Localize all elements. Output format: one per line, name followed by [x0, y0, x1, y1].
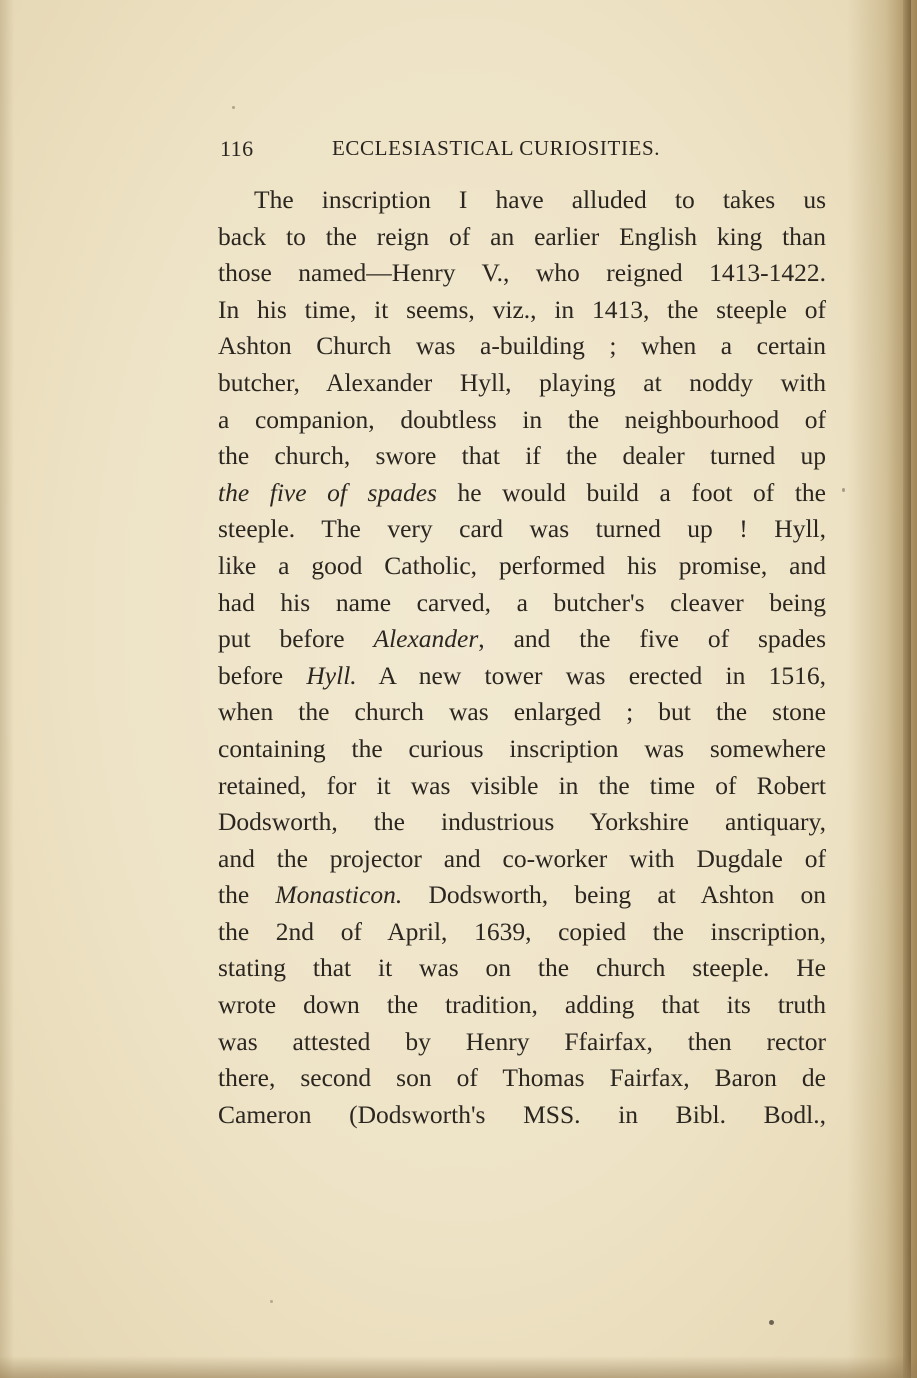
text-line — [218, 804, 826, 841]
text-segment: Cameron (Dodsworth's MSS. in Bibl. Bodl., — [218, 1099, 826, 1129]
page-left-edge-shading — [0, 0, 14, 1378]
page-right-edge — [903, 0, 911, 1378]
text-line — [218, 1097, 826, 1134]
paper-speck — [769, 1320, 774, 1325]
running-head: ECCLESIASTICAL CURIOSITIES. — [332, 136, 661, 160]
text-line — [218, 292, 826, 329]
text-segment: , and the five of spades — [478, 624, 826, 654]
text-line — [218, 548, 826, 585]
page-bottom-edge — [0, 1356, 917, 1378]
text-line — [218, 328, 826, 365]
text-line — [218, 768, 826, 805]
text-segment: retained, for it was visible in the time of Robert — [218, 770, 826, 800]
text-segment: steeple. The very card was turned up ! Hyll, — [218, 514, 826, 544]
italic-text: Hyll. — [306, 660, 357, 690]
text-line — [218, 585, 826, 622]
text-line — [218, 365, 826, 402]
text-segment: before — [218, 660, 307, 690]
text-line — [218, 1060, 826, 1097]
text-line — [218, 731, 826, 768]
text-line — [218, 438, 826, 475]
text-segment: A new tower was erected in 1516, — [356, 660, 826, 690]
text-segment: butcher, Alexander Hyll, playing at noddy with — [218, 367, 826, 397]
text-line — [218, 621, 826, 658]
text-segment: the 2nd of April, 1639, copied the inscription, — [218, 916, 826, 946]
text-segment: when the church was enlarged ; but the stone — [218, 697, 826, 727]
text-segment: a companion, doubtless in the neighbourhood of — [218, 404, 826, 434]
text-line — [218, 402, 826, 439]
text-segment: back to the reign of an earlier English king than — [218, 221, 826, 251]
page-header — [220, 136, 830, 166]
text-line — [218, 219, 826, 256]
text-segment: wrote down the tradition, adding that its truth — [218, 990, 826, 1020]
text-line — [218, 1024, 826, 1061]
text-segment: those named—Henry V., who reigned 1413-1422. — [218, 258, 826, 288]
paper-speck — [232, 106, 235, 109]
italic-text: the five of spades — [218, 477, 437, 507]
text-segment: containing the curious inscription was somewhere — [218, 733, 826, 763]
text-line — [218, 841, 826, 878]
text-segment: Ashton Church was a-building ; when a certain — [218, 331, 826, 361]
text-line — [218, 694, 826, 731]
text-line — [218, 950, 826, 987]
body-text — [218, 182, 826, 1133]
text-segment: put before — [218, 624, 374, 654]
text-line — [218, 877, 826, 914]
text-segment: was attested by Henry Ffairfax, then rector — [218, 1026, 826, 1056]
text-line — [218, 255, 826, 292]
text-segment: he would build a foot of the — [436, 477, 826, 507]
text-segment: the church, swore that if the dealer turned up — [218, 441, 826, 471]
text-line — [218, 987, 826, 1024]
paper-speck — [842, 488, 845, 492]
text-segment: and the projector and co-worker with Dugdale of — [218, 843, 826, 873]
text-line — [218, 511, 826, 548]
italic-text: Alexander — [373, 624, 479, 654]
paper-speck — [270, 1300, 273, 1303]
text-segment: Dodsworth, being at Ashton on — [402, 880, 827, 910]
text-segment: Dodsworth, the industrious Yorkshire antiquary, — [218, 807, 826, 837]
text-line — [218, 475, 826, 512]
text-line — [218, 914, 826, 951]
text-segment: like a good Catholic, performed his promise, and — [218, 550, 826, 580]
italic-text: Monasticon. — [275, 880, 403, 910]
text-segment: stating that it was on the church steeple. He — [218, 953, 826, 983]
text-line — [218, 658, 826, 695]
page-number: 116 — [220, 136, 254, 161]
text-segment: In his time, it seems, viz., in 1413, the steeple of — [218, 294, 826, 324]
text-segment: there, second son of Thomas Fairfax, Baron de — [218, 1063, 826, 1093]
text-segment: the — [218, 880, 276, 910]
text-line — [218, 182, 826, 219]
text-segment: had his name carved, a butcher's cleaver being — [218, 587, 826, 617]
text-segment: The inscription I have alluded to takes us — [254, 185, 826, 214]
